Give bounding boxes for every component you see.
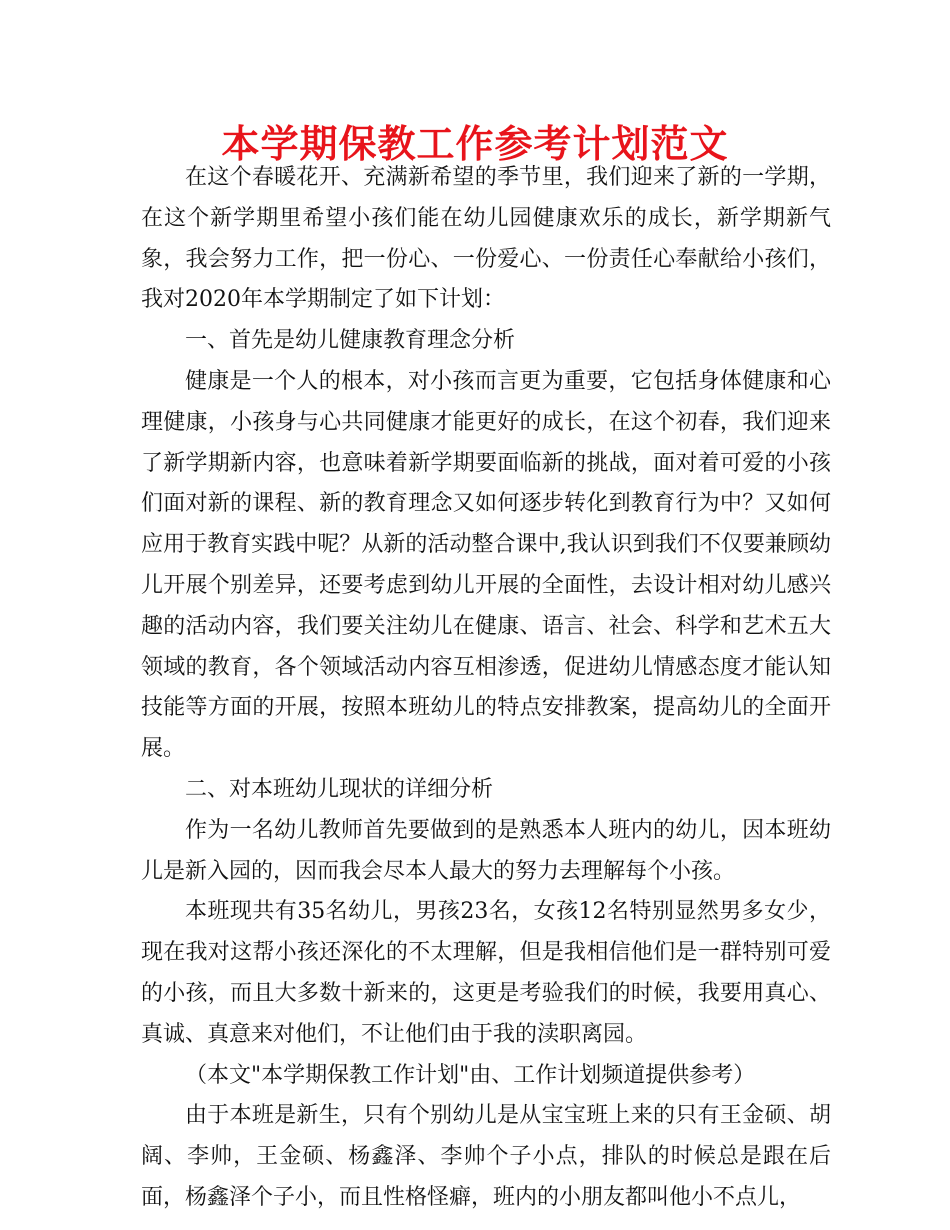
paragraph-new-students: 由于本班是新生，只有个别幼儿是从宝宝班上来的只有王金硕、胡阔、李帅，王金硕、杨鑫泽、李帅个子小点，排队的时候总是跟在后面，杨鑫泽个子小，而且性格怪癖，班内的小朋友都叫他小不点儿， [141,1103,831,1210]
paragraph-teacher-role: 作为一名幼儿教师首先要做到的是熟悉本人班内的幼儿，因本班幼儿是新入园的，因而我会尽本人最大的努力去理解每个小孩。 [141,817,831,884]
paragraph-health: 健康是一个人的根本，对小孩而言更为重要，它包括身体健康和心理健康，小孩身与心共同健康才能更好的成长，在这个初春，我们迎来了新学期新内容，也意味着新学期要面临新的挑战，面对着可爱的小孩们面对新的课程、新的教育理念又如何逐步转化到教育行为中？又如何应用于教育实践中呢？从新的活动整合课中,我认识到我们不仅要兼顾幼儿开展个别差异，还要考虑到幼儿开展的全面性，去设计相对幼儿感兴趣的活动内容，我们要关注幼儿在健康、语言、社会、科学和艺术五大领域的教育，各个领域活动内容互相渗透，促进幼儿情感态度才能认知技能等方面的开展，按照本班幼儿的特点安排教案，提高幼儿的全面开展。 [141,368,831,762]
paragraph-intro: 在这个春暖花开、充满新希望的季节里，我们迎来了新的一学期，在这个新学期里希望小孩们能在幼儿园健康欢乐的成长，新学期新气象，我会努力工作，把一份心、一份爱心、一份责任心奉献给小孩们，我对2020年本学期制定了如下计划： [141,165,831,313]
section-heading-health-education: 一、首先是幼儿健康教育理念分析 [185,328,516,354]
document-title: 本学期保教工作参考计划范文 [221,122,729,166]
section-heading-class-analysis: 二、对本班幼儿现状的详细分析 [185,776,494,802]
paragraph-class-stats: 本班现共有35名幼儿，男孩23名，女孩12名特别显然男多女少，现在我对这帮小孩还深化的不太理解，但是我相信他们是一群特别可爱的小孩，而且大多数十新来的，这更是考验我们的时候，我要用真心、真诚、真意来对他们，不让他们由于我的渎职离园。 [141,899,831,1047]
paragraph-source-note: （本文"本学期保教工作计划"由、工作计划频道提供参考） [185,1062,756,1088]
document-body [141,158,831,1219]
